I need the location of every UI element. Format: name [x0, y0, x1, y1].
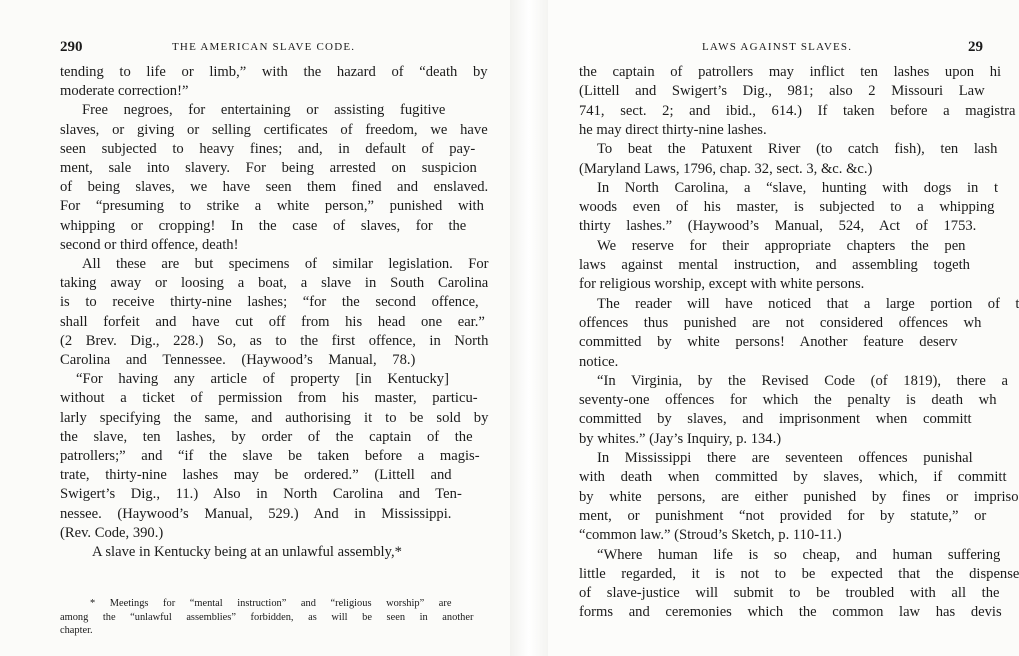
text-line: is to receive thirty-nine lashes; “for the second offence,	[60, 294, 479, 311]
text-line: slaves, or giving or selling certificates of freedom, we have	[60, 121, 488, 138]
text-line: whipping or cropping! In the case of slaves, for the	[60, 217, 467, 234]
text-line: by whites.” (Jay’s Inquiry, p. 134.)	[579, 430, 782, 447]
text-line: forms and ceremonies which the common law has devis	[579, 604, 1002, 621]
text-line: with death when committed by slaves, which, if committ	[579, 469, 1007, 486]
text-line: the captain of patrollers may inflict ten lashes upon hi	[579, 64, 1002, 80]
text-line: second or third offence, death!	[60, 236, 239, 253]
text-line: committed by white persons! Another feature deserv	[579, 334, 958, 351]
text-line: Carolina and Tennessee. (Haywood’s Manual, 78.)	[60, 352, 416, 368]
text-line: seventy-one offences for which the penalty is death wh	[579, 392, 997, 409]
text-line: trate, thirty-nine lashes may be ordered.” (Littell and	[60, 467, 452, 484]
text-line: In North Carolina, a “slave, hunting with dogs in t	[597, 179, 999, 196]
text-line: the slave, ten lashes, by order of the captain of the	[60, 428, 473, 445]
text-line: woods even of his master, is subjected to a whipping	[579, 199, 995, 216]
text-line: All these are but specimens of similar legislation. For	[82, 256, 489, 272]
left-page-number: 290	[60, 39, 83, 55]
right-page-number: 29	[968, 39, 983, 55]
right-page	[548, 0, 1019, 656]
text-line: larly specifying the same, and authorising it to be sold by	[60, 409, 489, 426]
text-line: The reader will have noticed that a large portion of t	[597, 295, 1019, 312]
left-running-head: THE AMERICAN SLAVE CODE.	[172, 41, 356, 53]
text-line: “Where human life is so cheap, and human suffering	[597, 546, 1001, 563]
text-line: (Rev. Code, 390.)	[60, 524, 164, 541]
text-line: committed by slaves, and imprisonment when committ	[579, 411, 972, 428]
text-line: tending to life or limb,” with the hazard of “death by	[60, 64, 488, 80]
text-line: he may direct thirty-nine lashes.	[579, 121, 767, 138]
text-line: 741, sect. 2; and ibid., 614.) If taken before a magistra	[579, 102, 1016, 119]
text-line: offences thus punished are not considered offences wh	[579, 314, 982, 331]
footnote-line: chapter.	[60, 625, 93, 636]
right-running-head: LAWS AGAINST SLAVES.	[702, 41, 853, 53]
text-line: laws against mental instruction, and assembling togeth	[579, 257, 970, 273]
book-gutter	[510, 0, 548, 656]
text-line: For “presuming to strike a white person,” punished with	[60, 198, 484, 215]
footnote-line: * Meetings for “mental instruction” and “religious worship” are	[90, 598, 452, 609]
text-line: taking away or loosing a boat, a slave in South Carolina	[60, 275, 489, 292]
text-line: moderate correction!”	[60, 83, 189, 100]
text-line: Swigert’s Dig., 11.) Also in North Carolina and Ten-	[60, 486, 462, 503]
text-line: of being slaves, we have seen them fined and enslaved.	[60, 179, 489, 196]
text-line: “common law.” (Stroud’s Sketch, p. 110-11.)	[579, 527, 842, 544]
text-line: notice.	[579, 353, 619, 370]
text-line: Free negroes, for entertaining or assisting fugitive	[82, 102, 446, 119]
text-line: without a ticket of permission from his master, particu-	[60, 390, 478, 407]
text-line: thirty lashes.” (Haywood’s Manual, 524, Act of 1753.	[579, 218, 977, 235]
text-line: (2 Brev. Dig., 228.) So, as to the first offence, in North	[60, 332, 489, 349]
text-line: by white persons, are either punished by fines or impriso	[579, 488, 1019, 505]
text-line: In Mississippi there are seventeen offences punishal	[597, 450, 973, 466]
text-line: nessee. (Haywood’s Manual, 529.) And in Mississippi.	[60, 505, 452, 522]
text-line: “In Virginia, by the Revised Code (of 1819), there a	[597, 372, 1008, 389]
text-line: seen subjected to heavy fines; and, in default of pay-	[60, 140, 476, 157]
text-line: shall forfeit and have cut off from his head one ear.”	[60, 313, 485, 330]
text-line: ment, sale into slavery. For being arrested on suspicion	[60, 160, 477, 176]
text-line: “For having any article of property [in Kentucky]	[76, 371, 449, 388]
text-line: (Maryland Laws, 1796, chap. 32, sect. 3, &c. &c.)	[579, 160, 873, 177]
text-line: We reserve for their appropriate chapters the pen	[597, 237, 966, 254]
text-line: (Littell and Swigert’s Dig., 981; also 2 Missouri Law	[579, 83, 985, 100]
text-line: ment, or punishment “not provided for by statute,” or	[579, 507, 987, 524]
text-line: A slave in Kentucky being at an unlawful assembly,*	[92, 544, 402, 560]
text-line: of slave-justice will submit to be troubled with all the	[579, 585, 1000, 602]
text-line: for religious worship, except with white persons.	[579, 276, 865, 293]
footnote-line: among the “unlawful assemblies” forbidden, as will be seen in another	[60, 611, 474, 623]
text-line: To beat the Patuxent River (to catch fish), ten lash	[597, 141, 998, 158]
text-line: little regarded, it is not to be expected that the dispense	[579, 565, 1019, 582]
text-line: patrollers;” and “if the slave be taken before a magis-	[60, 448, 480, 464]
